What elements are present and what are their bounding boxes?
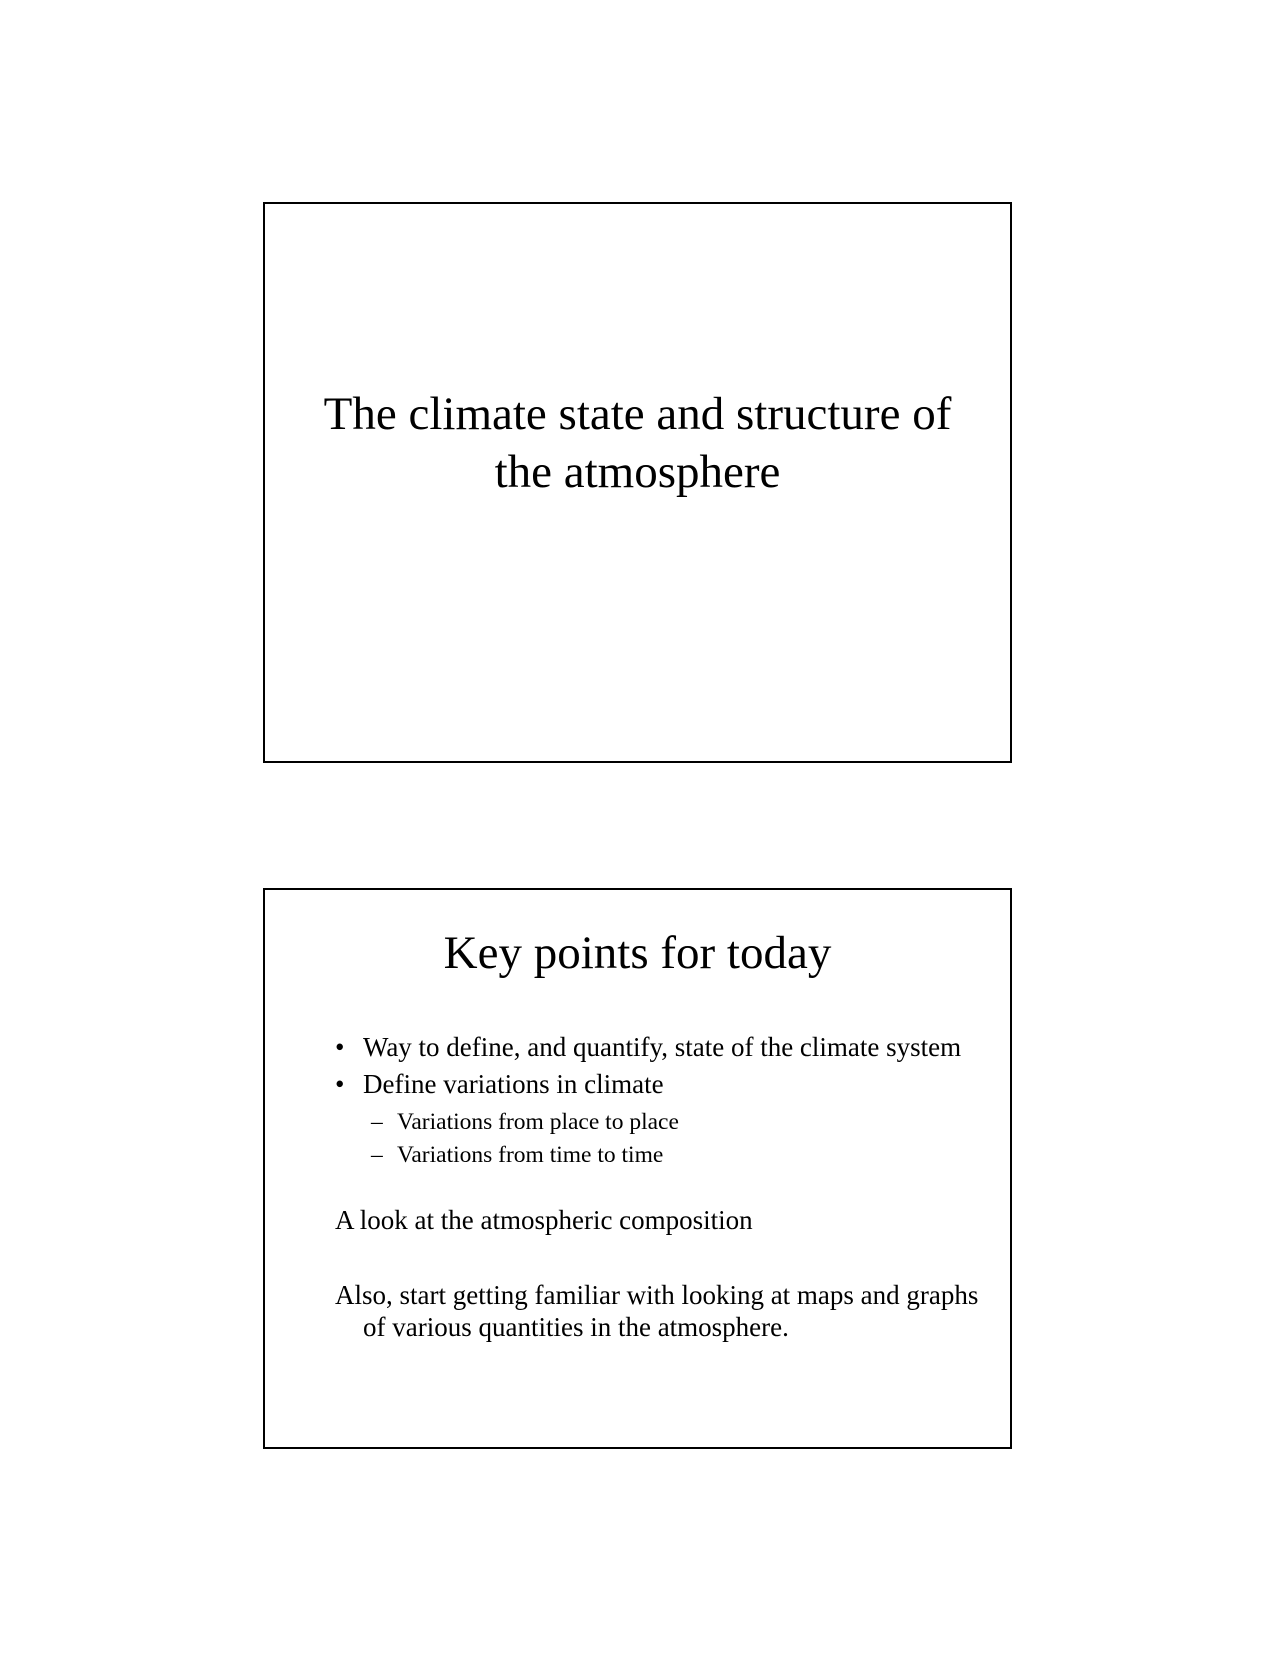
bullet-item — [335, 1069, 980, 1099]
sub-bullet-item — [335, 1106, 980, 1139]
slide-1-title-line-2: the atmosphere — [494, 446, 781, 498]
paragraph-composition: A look at the atmospheric composition — [335, 1205, 753, 1235]
slide-1-title-line-1: The climate state and structure of — [323, 388, 952, 440]
bullet-item — [335, 1032, 980, 1062]
slide-key-points — [263, 888, 1012, 1449]
dash-marker: – — [371, 1109, 383, 1135]
paragraph-maps-graphs: Also, start getting familiar with looking at maps and graphs of various quantities in the atmosphere. — [335, 1280, 979, 1342]
sub-bullet-item — [335, 1139, 980, 1172]
bullet-marker: • — [335, 1069, 345, 1099]
bullet-marker: • — [335, 1032, 345, 1062]
sub-bullet-text: Variations from place to place — [397, 1109, 679, 1135]
bullet-text: Define variations in climate — [363, 1069, 664, 1099]
slide-2-title: Key points for today — [443, 927, 832, 979]
sub-bullet-text: Variations from time to time — [397, 1142, 664, 1168]
slide-1-title — [265, 385, 1010, 501]
slide-title — [263, 202, 1012, 763]
dash-marker: – — [371, 1142, 383, 1168]
bullet-text: Way to define, and quantify, state of the climate system — [363, 1032, 962, 1062]
slide-2-content — [335, 1032, 980, 1343]
